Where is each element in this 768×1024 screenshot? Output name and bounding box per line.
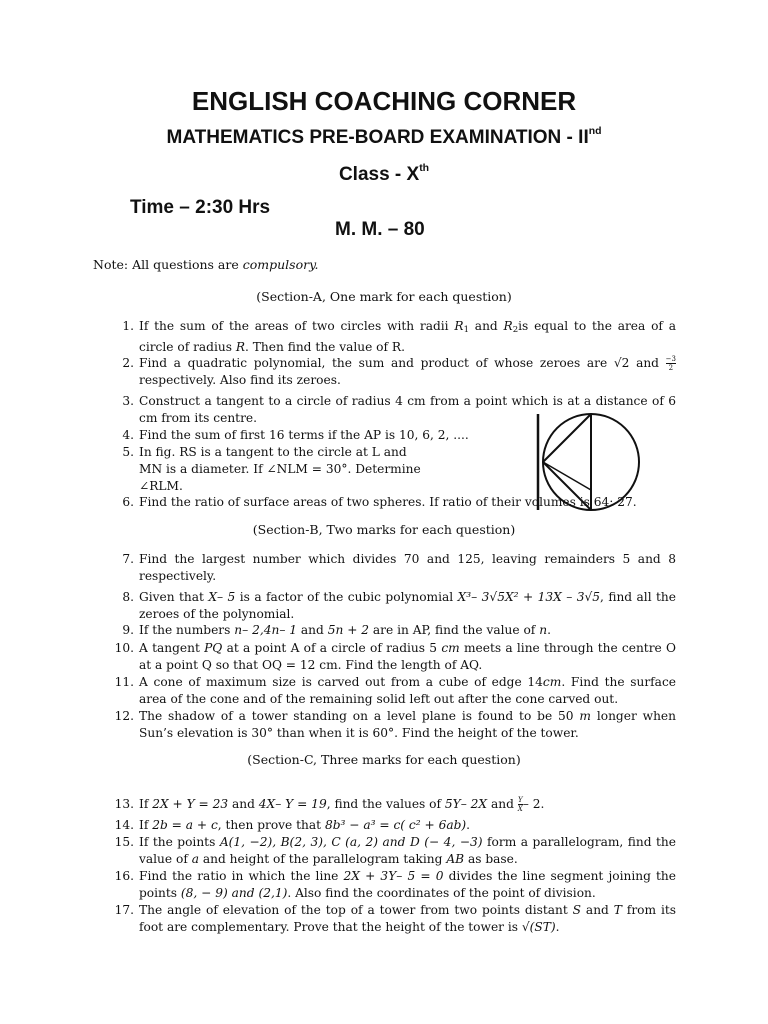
section-c-heading: (Section-C, Three marks for each question)	[247, 752, 521, 767]
question-8: 8. Given that X– 5 is a factor of the cubic polynomial X³– 3√5X² + 13X – 3√5, find all the zeroes of the polynomial.	[122, 590, 676, 621]
question-13: 13. If 2X + Y = 23 and 4X– Y = 19, find the values of 5Y– 2X and $\frac{Y}{X}$ – 2.	[114, 796, 545, 813]
exam-title: MATHEMATICS PRE-BOARD EXAMINATION - IInd	[166, 126, 602, 148]
question-6: 6. Find the ratio of surface areas of two spheres. If ratio of their volumes is 64: 27.	[122, 495, 637, 509]
question-12: 12. The shadow of a tower standing on a level plane is found to be 50 m longer when Sun’s elevation is 30° than when it is 60°. Find the height of the tower.	[114, 709, 676, 740]
question-11: 11. A cone of maximum size is carved out from a cube of edge 14cm. Find the surface area of the cone and of the remaining solid left out after the cone carved out.	[114, 675, 676, 706]
question-15: 15. If the points A(1, −2), B(2, 3), C (a, 2) and D (− 4, −3) form a parallelogram, find the value of a and height of the parallelogram taking AB as base.	[114, 835, 676, 866]
question-1: 1. If the sum of the areas of two circles with radii $R_1$ and $R_2is$ equal to the area of a circle of radius R. Then find the value of R.	[122, 319, 676, 355]
section-b-heading: (Section-B, Two marks for each question)	[252, 522, 516, 537]
question-3: 3. Construct a tangent to a circle of radius 4 cm from a point which is at a distance of 6 cm from its centre.	[122, 394, 676, 425]
document-title: ENGLISH COACHING CORNER	[191, 86, 577, 116]
maximum-marks: M. M. – 80	[335, 219, 425, 240]
question-10: 10. A tangent PQ at a point A of a circle of radius 5 cm meets a line through the centre O at a point Q so that OQ = 12 cm. Find the length of AQ.	[114, 641, 677, 672]
section-a-heading: (Section-A, One mark for each question)	[256, 289, 512, 304]
question-4: 4. Find the sum of first 16 terms if the AP is 10, 6, 2, ....	[122, 428, 469, 442]
question-5: 5. In fig. RS is a tangent to the circle at L and MN is a diameter. If ∠NLM = 30°. Determine ∠RLM.	[122, 445, 421, 493]
class-label: Class - Xth	[338, 163, 430, 185]
question-14: 14. If 2b = a + c, then prove that 8b³ − a³ = c( c² + 6ab).	[114, 818, 471, 832]
question-7: 7. Find the largest number which divides 70 and 125, leaving remainders 5 and 8 respectively.	[122, 552, 676, 583]
question-2: 2. Find a quadratic polynomial, the sum and product of whose zeroes are √2 and $\frac{-3}{2}$ respectively. Also find its zeroes.	[122, 355, 676, 387]
question-16: 16. Find the ratio in which the line 2X + 3Y– 5 = 0 divides the line segment joining the points (8, − 9) and (2,1). Also find the coordinates of the point of division.	[114, 869, 676, 900]
question-17: 17. The angle of elevation of the top of a tower from two points distant S and T from its foot are complementary. Prove that the height of the tower is √(ST).	[114, 903, 676, 934]
question-9: 9. If the numbers n– 2,4n– 1 and 5n + 2 are in AP, find the value of n.	[122, 623, 551, 637]
note: Note: All questions are compulsory.	[93, 257, 319, 272]
time-allowed: Time – 2:30 Hrs	[130, 197, 271, 218]
